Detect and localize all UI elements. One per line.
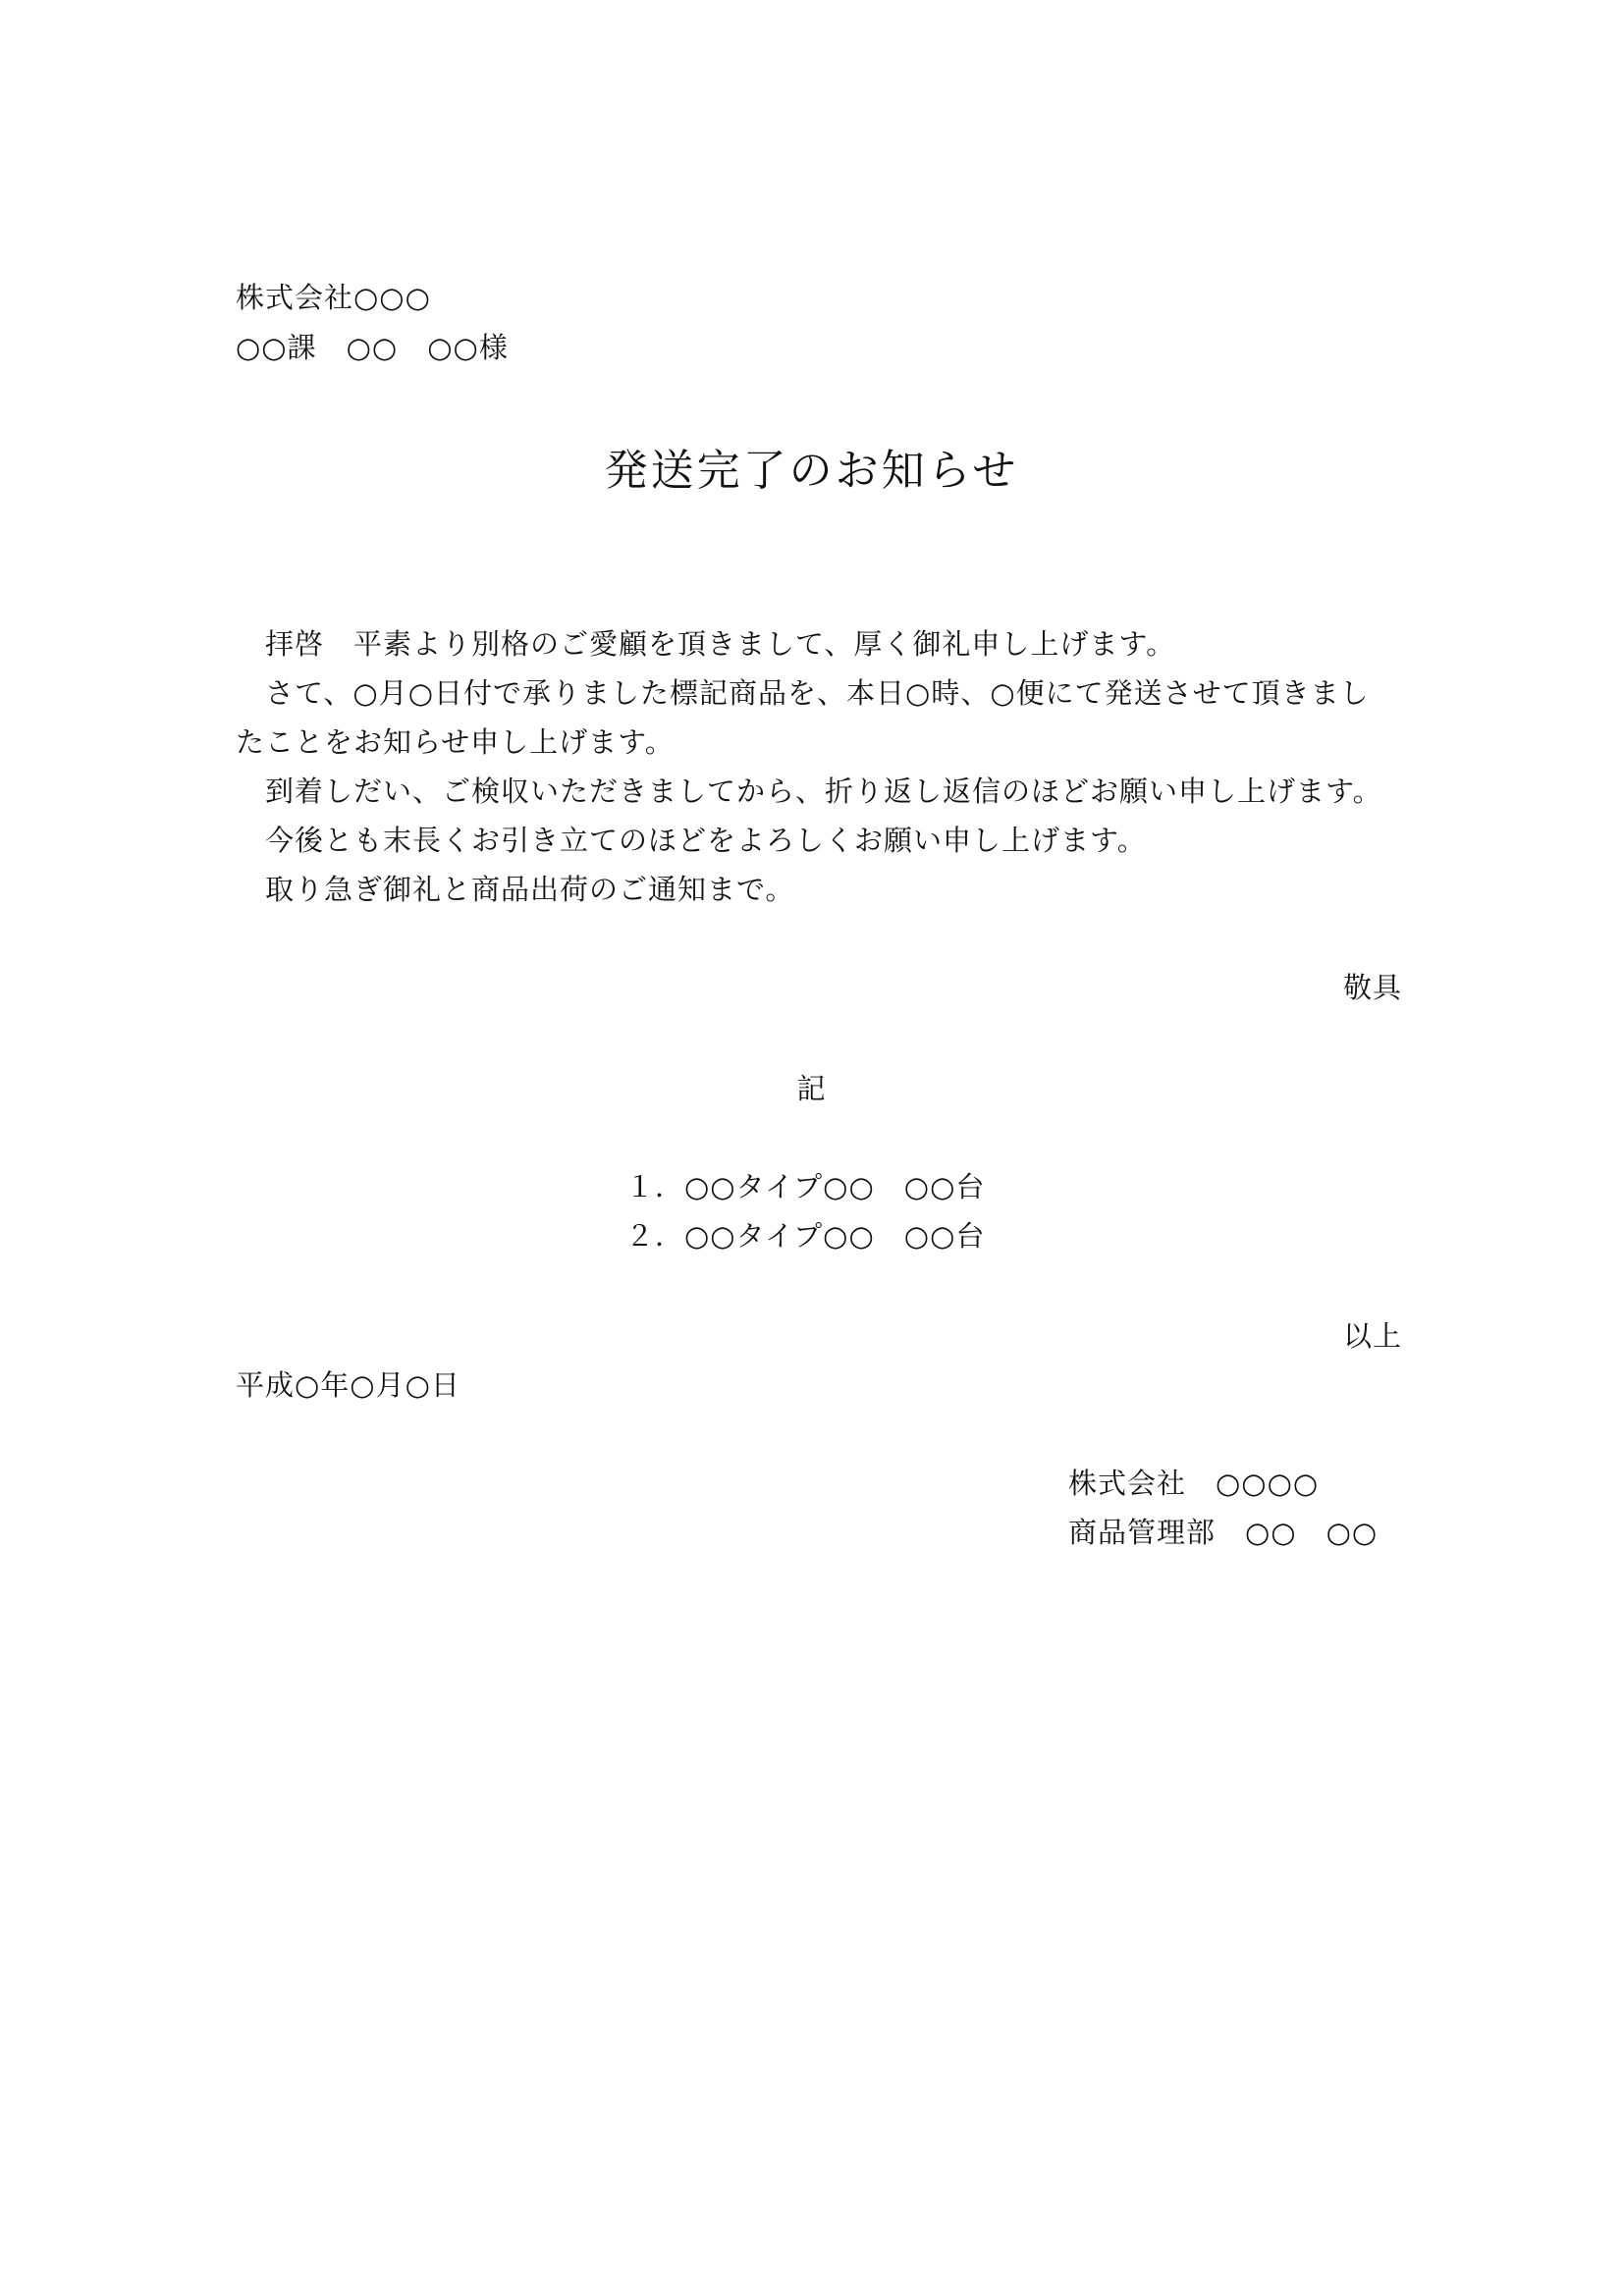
recipient-person: ○○課 ○○ ○○様 — [236, 331, 509, 364]
closing-keigu: 敬具 — [1342, 971, 1402, 1004]
body-paragraph-1: 拝啓 平素より別格のご愛顧を頂きまして、厚く御礼申し上げます。 — [265, 627, 1176, 661]
body-paragraph-3: 到着しだい、ご検収いただきましてから、折り返し返信のほどお願い申し上げます。 — [265, 774, 1382, 808]
body-paragraph-2-line-2: たことをお知らせ申し上げます。 — [236, 725, 675, 759]
body-paragraph-5: 取り急ぎ御礼と商品出荷のご通知まで。 — [265, 873, 795, 906]
recipient-company: 株式会社○○○ — [236, 281, 431, 314]
list-item-2: ２．○○タイプ○○ ○○台 — [625, 1219, 986, 1253]
closing-ijou: 以上 — [1342, 1319, 1402, 1353]
body-paragraph-4: 今後とも末長くお引き立てのほどをよろしくお願い申し上げます。 — [265, 824, 1147, 857]
list-item-1: １．○○タイプ○○ ○○台 — [625, 1170, 986, 1203]
sender-company: 株式会社 ○○○○ — [1068, 1467, 1320, 1500]
ki-heading: 記 — [796, 1072, 827, 1105]
document-title: 発送完了のお知らせ — [604, 446, 1019, 496]
letter-date: 平成○年○月○日 — [236, 1368, 460, 1402]
body-paragraph-2-line-1: さて、○月○日付で承りました標記商品を、本日○時、○便にて発送させて頂きまし — [265, 676, 1370, 710]
sender-department: 商品管理部 ○○ ○○ — [1068, 1516, 1379, 1549]
